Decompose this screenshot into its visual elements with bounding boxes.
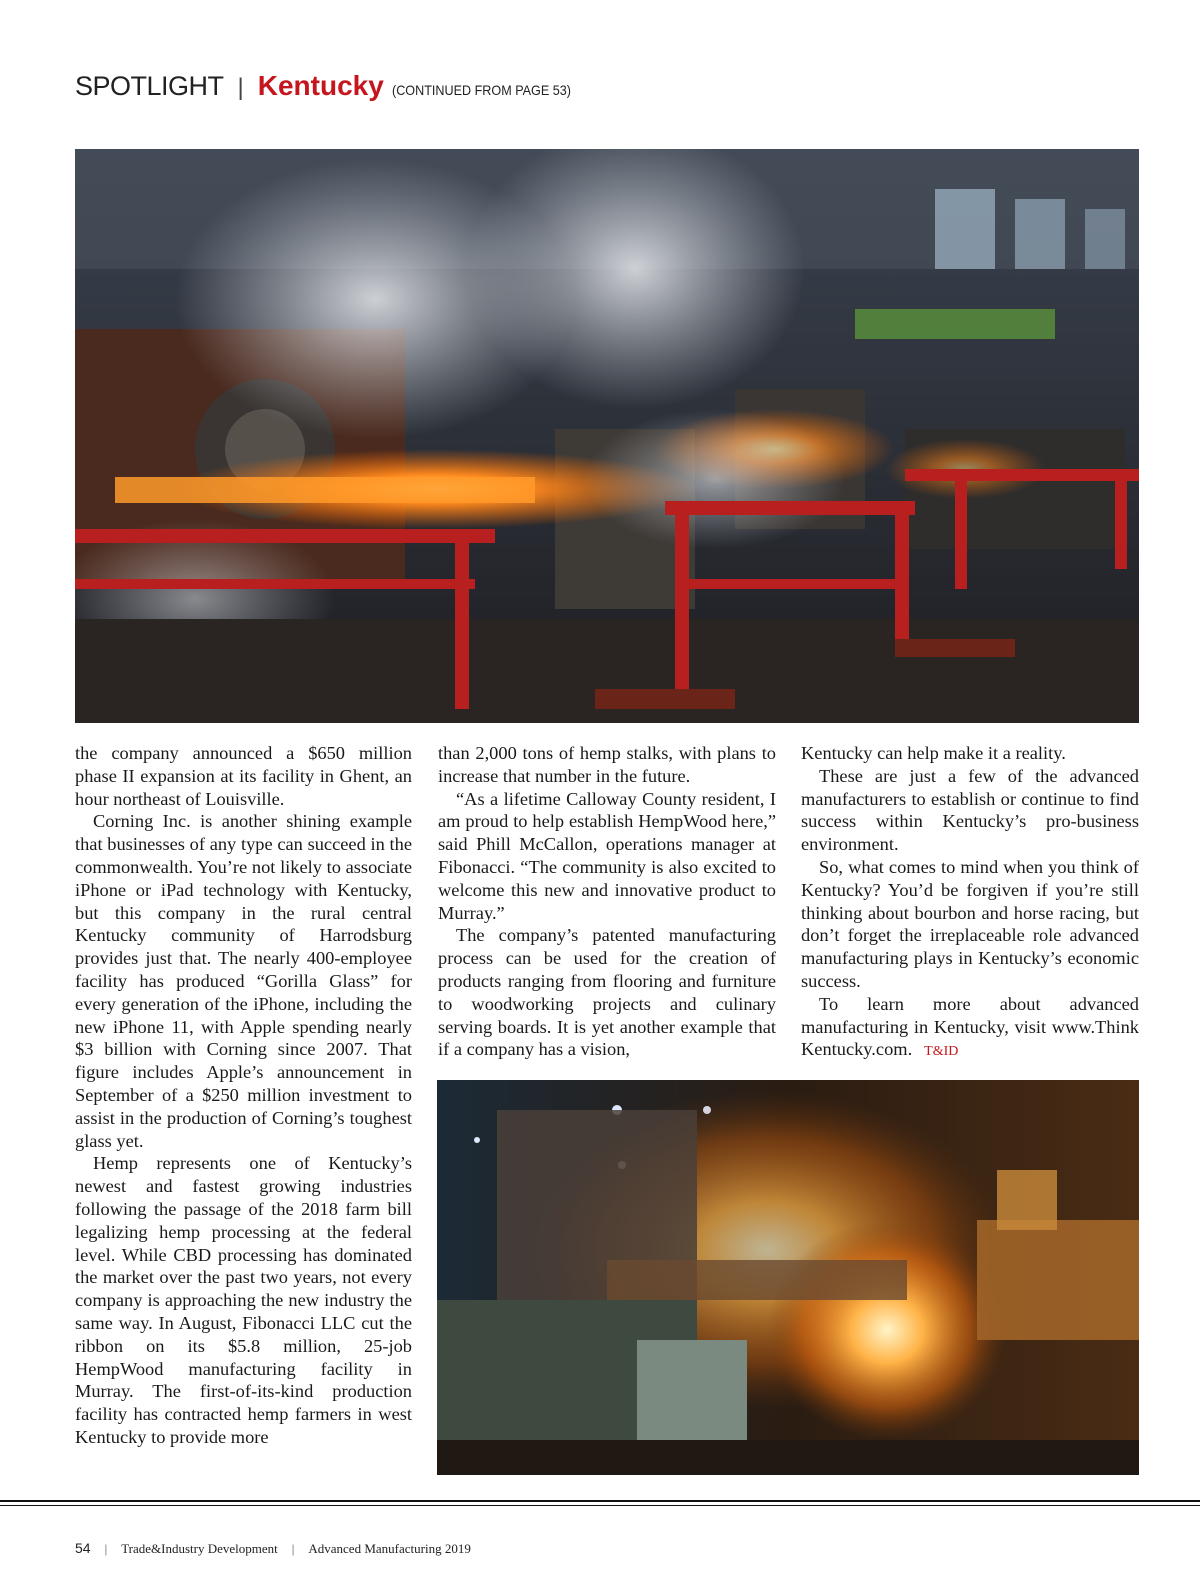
section-label: SPOTLIGHT xyxy=(75,71,224,101)
paragraph xyxy=(801,993,1139,1064)
signoff-mark: T&ID xyxy=(924,1044,959,1060)
article-column-3 xyxy=(801,742,1139,1064)
paragraph: Corning Inc. is another shining example that businesses of any type can succeed in the commonwealth. You’re not likely to associate iPhone or iPad technology with Kentucky, but this company in the rural central Kentucky community of Harrodsburg provides just that. The nearly 400-employee facility has produced “Gorilla Glass” for every generation of the iPhone, including the new iPhone 11, with Apple spending nearly $3 billion with Corning since 2007. That figure includes Apple’s announcement in September of a $250 million investment to assist in the production of Corning’s toughest glass yet. xyxy=(75,811,412,1151)
header-divider: | xyxy=(237,74,244,101)
furnace-photo xyxy=(437,1080,1139,1475)
article-column-2 xyxy=(438,742,776,1061)
page-header xyxy=(75,70,591,110)
publication-name: Trade&Industry Development xyxy=(121,1541,278,1556)
footer-rule xyxy=(0,1500,1200,1502)
paragraph: than 2,000 tons of hemp stalks, with plans to increase that number in the future. xyxy=(438,743,776,786)
paragraph: the company announced a $650 million phase II expansion at its facility in Ghent, an hour northeast of Louisville. xyxy=(75,743,412,809)
page-number: 54 xyxy=(75,1540,91,1556)
footer-separator: | xyxy=(291,1541,295,1556)
rolling-mill-photo xyxy=(75,149,1139,723)
continued-note: (CONTINUED FROM PAGE 53) xyxy=(391,82,571,98)
paragraph: “As a lifetime Calloway County resident, I am proud to help establish HempWood here,” said Phill McCallon, operations manager at Fibonacci. “The community is also excited to welcome this new and innovative product to Murray.” xyxy=(438,788,776,923)
state-title: Kentucky xyxy=(257,70,384,101)
page-footer xyxy=(75,1540,471,1557)
paragraph: Hemp represents one of Kentucky’s newest and fastest growing industries following the passage of the 2018 farm bill legalizing hemp processing at the federal level. While CBD processing has dominated the market over the past two years, not every company is approaching the new industry the same way. In August, Fibonacci LLC cut the ribbon on its $5.8 million, 25-job HempWood manufacturing facility in Murray. The first-of-its-kind production facility has contracted hemp farmers in west Kentucky to provide more xyxy=(75,1153,412,1447)
paragraph-text: To learn more about advanced manufacturing in Kentucky, visit www.Think Kentucky.com. xyxy=(801,993,1139,1060)
article-column-1 xyxy=(75,742,412,1449)
paragraph: These are just a few of the advanced manufacturers to establish or continue to find success within Kentucky’s pro-business environment. xyxy=(801,765,1139,855)
paragraph: Kentucky can help make it a reality. xyxy=(801,743,1066,763)
footer-separator: | xyxy=(104,1541,108,1556)
paragraph: So, what comes to mind when you think of Kentucky? You’d be forgiven if you’re still thinking about bourbon and horse racing, but don’t forget the irreplaceable role advanced manufacturing plays in Kentucky’s economic success. xyxy=(801,856,1139,991)
paragraph: The company’s patented manufacturing process can be used for the creation of products ranging from flooring and furniture to woodworking projects and culinary serving boards. It is yet another example that if a company has a vision, xyxy=(438,925,776,1060)
footer-rule-thin xyxy=(0,1505,1200,1506)
issue-name: Advanced Manufacturing 2019 xyxy=(308,1541,471,1556)
